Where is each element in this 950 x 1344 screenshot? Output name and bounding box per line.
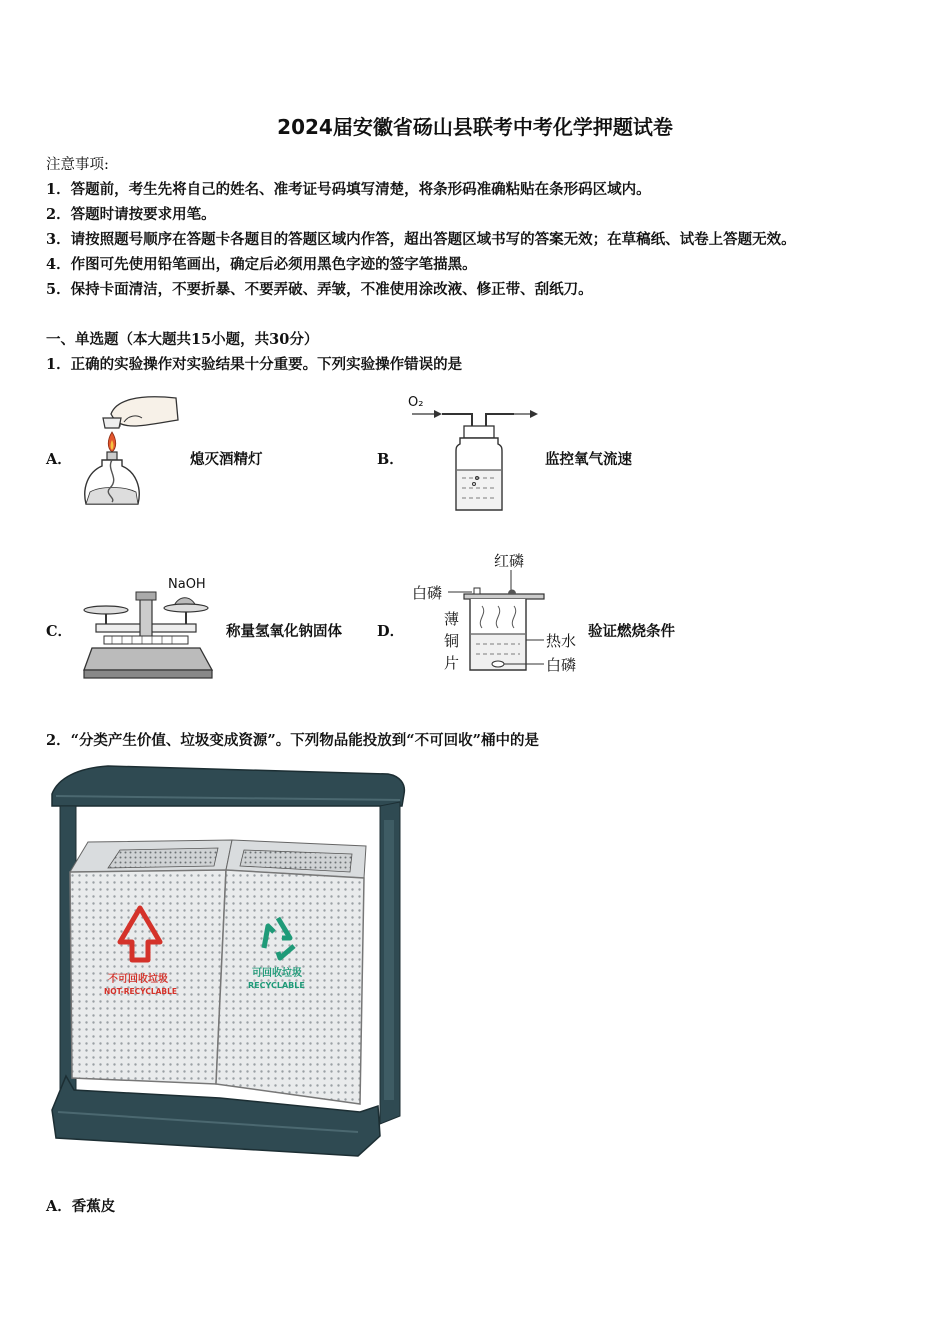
question-2-stem: 2．“分类产生价值、垃圾变成资源”。下列物品能投放到“不可回收”桶中的是: [46, 732, 539, 749]
combustion-figure: [406, 550, 586, 678]
option-c-letter: C．: [46, 623, 73, 640]
red-phosphorus-label: 红磷: [494, 552, 525, 570]
hot-water-label: 热水: [546, 632, 577, 650]
white-phosphorus-bottom-label: 白磷: [546, 656, 577, 674]
non-recyclable-label: 不可回收垃圾: [108, 974, 168, 985]
recyclable-en-label: RECYCLABLE: [248, 981, 305, 990]
section-heading: 一、单选题（本大题共15小题，共30分）: [46, 331, 319, 348]
non-recyclable-en-label: NOT-RECYCLABLE: [104, 987, 178, 996]
question-2-option-a: A．香蕉皮: [46, 1198, 116, 1215]
notice-item: 5．保持卡面清洁，不要折暴、不要弄破、弄皱，不准使用涂改液、修正带、刮纸刀。: [46, 281, 593, 298]
recycling-bin-figure: [48, 760, 410, 1162]
naoh-label: NaOH: [168, 577, 206, 592]
o2-label: O₂: [408, 395, 424, 410]
notice-item: 3．请按照题号顺序在答题卡各题目的答题区域内作答，超出答题区域书写的答案无效；在草稿纸、试卷上答题无效。: [46, 231, 796, 248]
copper-label: 铜: [444, 632, 460, 650]
white-phosphorus-left-label: 白磷: [412, 584, 443, 602]
option-a-letter: A．: [46, 451, 72, 468]
page-title: 2024届安徽省砀山县联考中考化学押题试卷: [277, 115, 673, 139]
notice-heading: 注意事项:: [46, 157, 109, 173]
option-d-letter: D．: [377, 623, 405, 640]
recyclable-label: 可回收垃圾: [252, 968, 302, 979]
notice-item: 4．作图可先使用铅笔画出，确定后必须用黑色字迹的签字笔描黑。: [46, 256, 477, 273]
gas-bottle-figure: [404, 392, 544, 516]
thin-label: 薄: [444, 610, 460, 628]
sheet-label: 片: [444, 654, 460, 672]
notice-item: 1．答题前，考生先将自己的姓名、准考证号码填写清楚，将条形码准确粘贴在条形码区域内。: [46, 181, 651, 198]
notice-item: 2．答题时请按要求用笔。: [46, 206, 216, 223]
balance-figure: [78, 570, 224, 682]
option-a-caption: 熄灭酒精灯: [190, 451, 263, 468]
question-1-stem: 1．正确的实验操作对实验结果十分重要。下列实验操作错误的是: [46, 356, 463, 373]
option-c-caption: 称量氢氧化钠固体: [226, 623, 342, 640]
option-b-caption: 监控氧气流速: [545, 451, 632, 468]
option-b-letter: B．: [377, 451, 404, 468]
option-d-caption: 验证燃烧条件: [588, 623, 675, 640]
alcohol-lamp-figure: [76, 392, 182, 512]
